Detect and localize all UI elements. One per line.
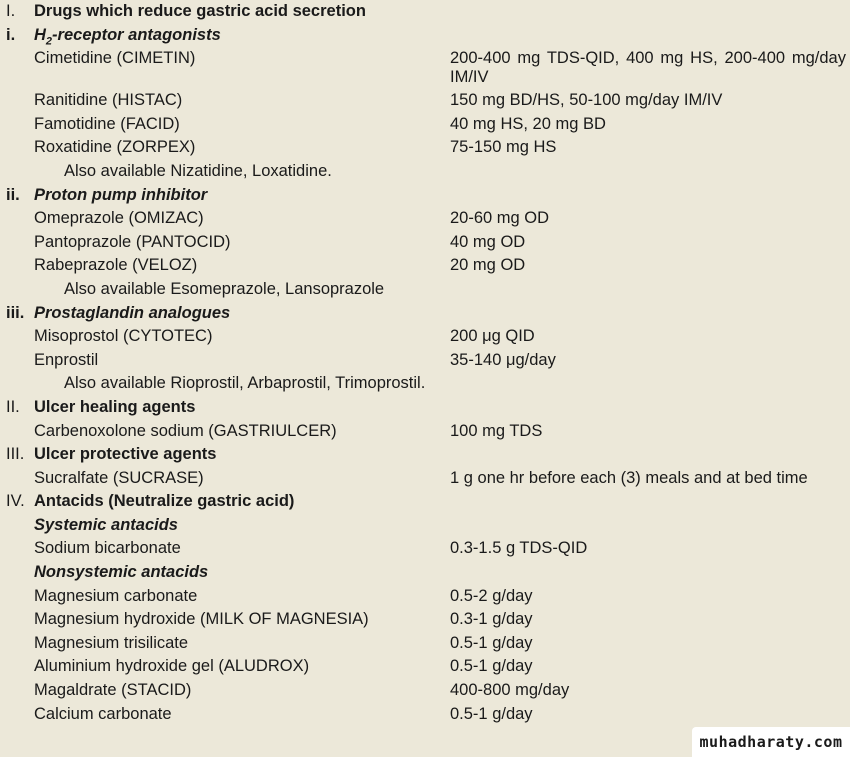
drug-row [0,632,850,656]
subsection-title-subscript: 2 [45,34,53,47]
drug-dose: 200 μg QID [450,327,535,346]
note-text: Also available Esomeprazole, Lansoprazole [64,279,385,298]
drug-name: Omeprazole (OMIZAC) [34,209,204,228]
category-heading-row [0,514,850,538]
watermark: muhadharaty.com [692,727,850,757]
subsection-number: ii. [6,185,20,204]
section-number: IV. [6,492,25,511]
section-title: Ulcer healing agents [34,397,196,416]
note-text: Also available Rioprostil, Arbaprostil, Trimoprostil. [64,374,426,393]
drug-dose: 0.5-1 g/day [450,704,533,723]
drug-name: Magaldrate (STACID) [34,681,192,700]
drug-name: Aluminium hydroxide gel (ALUDROX) [34,657,310,676]
drug-name: Roxatidine (ZORPEX) [34,138,196,157]
drug-dose: 0.3-1.5 g TDS-QID [450,539,588,558]
subsection-heading-row [0,24,850,48]
drug-name: Ranitidine (HISTAC) [34,91,183,110]
category-heading-row [0,561,850,585]
section-heading-row [0,396,850,420]
drug-name: Calcium carbonate [34,704,172,723]
drug-row [0,467,850,491]
drug-name: Rabeprazole (VELOZ) [34,256,198,275]
drug-dose: 0.5-2 g/day [450,586,533,605]
drug-row [0,325,850,349]
drug-name: Misoprostol (CYTOTEC) [34,327,213,346]
drug-dose: 20 mg OD [450,256,526,275]
drug-row [0,703,850,727]
drug-name: Enprostil [34,350,99,369]
drug-dose: 0.3-1 g/day [450,610,533,629]
also-available-note [0,160,850,184]
subsection-heading-row [0,184,850,208]
section-title: Drugs which reduce gastric acid secretion [34,2,366,20]
subsection-title-prefix: H [34,25,46,44]
drug-name: Magnesium carbonate [34,586,198,605]
drug-name: Famotidine (FACID) [34,114,180,133]
drug-dose: 75-150 mg HS [450,138,557,157]
section-heading-row [0,443,850,467]
drug-dose: 400-800 mg/day [450,681,570,700]
drug-dose: 35-140 μg/day [450,350,556,369]
subsection-title: Prostaglandin analogues [34,303,231,322]
section-title: Ulcer protective agents [34,445,217,464]
drug-dose: 40 mg OD [450,232,526,251]
drug-dose: 20-60 mg OD [450,209,550,228]
drug-row [0,113,850,137]
drug-row [0,89,850,113]
section-number: II. [6,397,20,416]
section-number: I. [6,2,16,20]
drug-name: Carbenoxolone sodium (GASTRIULCER) [34,421,337,440]
subsection-heading-row [0,302,850,326]
section-number: III. [6,445,25,464]
drug-dose: 40 mg HS, 20 mg BD [450,114,606,133]
drug-name: Magnesium trisilicate [34,633,189,652]
drug-row [0,47,850,89]
subsection-number: i. [6,25,16,44]
drug-row [0,655,850,679]
drug-name: Pantoprazole (PANTOCID) [34,232,231,251]
subsection-number: iii. [6,303,25,322]
section-title: Antacids (Neutralize gastric acid) [34,492,295,511]
drug-row [0,349,850,373]
drug-row [0,585,850,609]
drug-row [0,207,850,231]
drug-dose: 1 g one hr before each (3) meals and at bed time [450,468,808,487]
note-text: Also available Nizatidine, Loxatidine. [64,161,332,180]
drug-dose: 200-400 mg TDS-QID, 400 mg HS, 200-400 mg/day IM/IV [450,49,846,87]
drug-name: Sucralfate (SUCRASE) [34,468,204,487]
subsection-title: Proton pump inhibitor [34,185,208,204]
drug-name: Sodium bicarbonate [34,539,181,558]
drug-row [0,420,850,444]
category-title: Nonsystemic antacids [34,563,209,582]
drug-row [0,679,850,703]
subsection-title-suffix: -receptor antagonists [52,25,221,44]
section-heading-row [0,0,850,24]
drug-dose: 150 mg BD/HS, 50-100 mg/day IM/IV [450,91,723,110]
drug-name: Cimetidine (CIMETIN) [34,49,196,68]
drug-row [0,608,850,632]
drug-row [0,537,850,561]
drug-dose: 0.5-1 g/day [450,633,533,652]
drug-name: Magnesium hydroxide (MILK OF MAGNESIA) [34,610,369,629]
also-available-note [0,278,850,302]
drug-dose: 0.5-1 g/day [450,657,533,676]
category-title: Systemic antacids [34,515,178,534]
drug-dose: 100 mg TDS [450,421,543,440]
also-available-note [0,372,850,396]
drug-row [0,254,850,278]
subsection-title [34,24,221,48]
drug-row [0,231,850,255]
section-heading-row [0,490,850,514]
drug-row [0,136,850,160]
